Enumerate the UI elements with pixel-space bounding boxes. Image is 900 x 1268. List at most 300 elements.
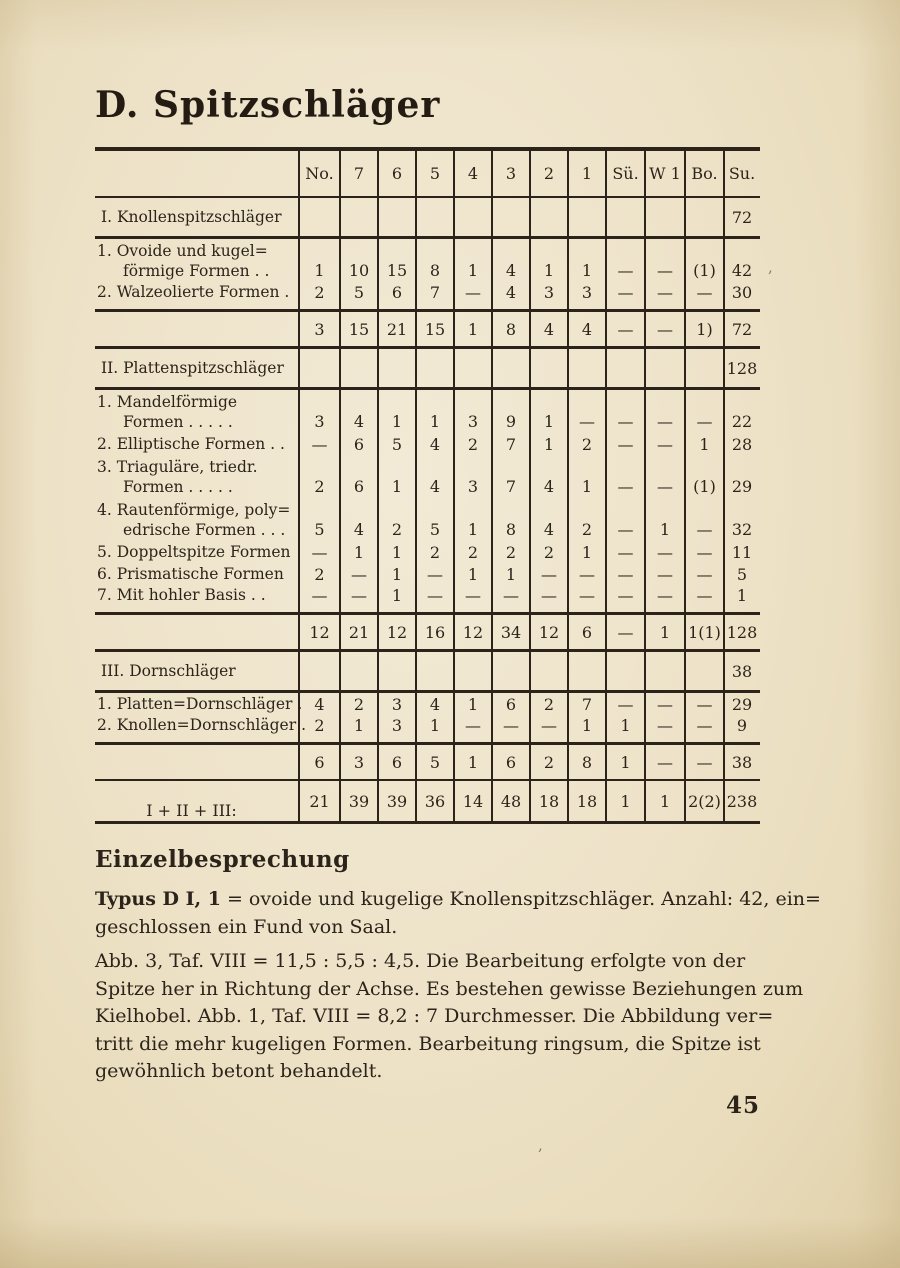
row-label: [95, 745, 298, 779]
table-cell: —: [605, 390, 644, 433]
line-text: gewöhnlich betont behandelt.: [95, 1060, 383, 1082]
table-cell: 5: [415, 151, 453, 196]
table-cell: 1: [377, 455, 415, 498]
table-cell: 128: [723, 349, 759, 387]
table-cell: —: [298, 433, 339, 455]
table-cell: 2: [529, 151, 567, 196]
row-label-line: Formen . . . . .: [123, 413, 233, 431]
row-label: [95, 652, 298, 690]
table-cell: 3: [377, 693, 415, 715]
table-cell: 1: [377, 390, 415, 433]
table-cell: 1: [339, 541, 377, 563]
table-cell: 1: [605, 781, 644, 821]
table-cell: 38: [723, 652, 759, 690]
table-cell: 3: [298, 312, 339, 346]
table-cell: —: [453, 715, 491, 742]
table-cell: 22: [723, 390, 759, 433]
table-cell: [298, 198, 339, 236]
table-cell: 12: [377, 615, 415, 649]
table-cell: 2: [377, 498, 415, 541]
table-cell: —: [605, 615, 644, 649]
table-cell: 18: [567, 781, 605, 821]
table-row: [95, 781, 760, 824]
paragraph-line: [95, 1058, 815, 1086]
row-label: [95, 390, 298, 433]
table-cell: 1: [567, 239, 605, 282]
table-cell: —: [644, 312, 684, 346]
line-text: Spitze her in Richtung der Achse. Es bestehen gewisse Beziehungen zum: [95, 977, 804, 1000]
row-label: [95, 781, 298, 821]
table-cell: 2(2): [684, 781, 723, 821]
table-row: [95, 349, 760, 390]
table-cell: 10: [339, 239, 377, 282]
table-cell: 2: [453, 541, 491, 563]
table-cell: [377, 198, 415, 236]
table-cell: 1: [453, 498, 491, 541]
row-label: [95, 563, 298, 585]
table-row: [95, 282, 760, 312]
table-cell: —: [298, 585, 339, 612]
table-row: [95, 615, 760, 652]
table-row: [95, 312, 760, 349]
row-label-line: 2. Knollen=Dornschläger .: [97, 716, 306, 734]
table-cell: 6: [377, 282, 415, 309]
table-cell: 3: [453, 455, 491, 498]
table-cell: 1: [605, 745, 644, 779]
table-cell: 1: [415, 390, 453, 433]
table-cell: —: [605, 585, 644, 612]
table-cell: 18: [529, 781, 567, 821]
table-cell: —: [684, 541, 723, 563]
table-row: [95, 652, 760, 693]
table-cell: [339, 349, 377, 387]
table-cell: 5: [415, 745, 453, 779]
table-cell: [453, 652, 491, 690]
row-label: [95, 455, 298, 498]
row-label-line: 7. Mit hohler Basis . .: [97, 586, 266, 604]
table-cell: —: [605, 498, 644, 541]
table-row: [95, 563, 760, 585]
table-cell: —: [644, 563, 684, 585]
table-cell: 1: [339, 715, 377, 742]
table-cell: —: [298, 541, 339, 563]
table-cell: W 1: [644, 151, 684, 196]
table-cell: —: [339, 585, 377, 612]
paragraph-line: [95, 886, 821, 914]
table-cell: 4: [567, 312, 605, 346]
table-cell: —: [529, 585, 567, 612]
table-cell: 7: [491, 433, 529, 455]
table-cell: 1: [377, 563, 415, 585]
table-cell: [644, 349, 684, 387]
table-cell: 1: [529, 390, 567, 433]
table-cell: 238: [723, 781, 759, 821]
table-cell: 9: [723, 715, 759, 742]
table-cell: 15: [339, 312, 377, 346]
table-cell: 6: [339, 455, 377, 498]
table-cell: 4: [339, 498, 377, 541]
table-cell: —: [491, 585, 529, 612]
table-cell: 4: [415, 693, 453, 715]
table-row: [95, 498, 760, 541]
table-cell: 39: [377, 781, 415, 821]
table-row: [95, 433, 760, 455]
table-cell: [605, 349, 644, 387]
table-cell: [491, 198, 529, 236]
row-label-line: edrische Formen . . .: [123, 521, 286, 539]
table-cell: 1: [723, 585, 759, 612]
table-cell: [567, 652, 605, 690]
table-cell: 1(1): [684, 615, 723, 649]
table-row: [95, 585, 760, 615]
table-cell: 3: [453, 390, 491, 433]
table-cell: 1: [491, 563, 529, 585]
table-row: [95, 455, 760, 498]
table-cell: 2: [339, 693, 377, 715]
row-label: [95, 615, 298, 649]
table-cell: [684, 349, 723, 387]
paragraph: [95, 886, 821, 941]
table-cell: —: [415, 563, 453, 585]
table-cell: 128: [723, 615, 759, 649]
paragraph: [95, 948, 815, 1086]
table-cell: 2: [453, 433, 491, 455]
table-cell: 2: [415, 541, 453, 563]
table-cell: —: [684, 745, 723, 779]
row-label: [95, 198, 298, 236]
table-cell: 1: [567, 455, 605, 498]
paragraph-line: [95, 976, 815, 1004]
table-cell: —: [684, 585, 723, 612]
table-cell: [567, 198, 605, 236]
table-cell: 38: [723, 745, 759, 779]
table-cell: 2: [298, 282, 339, 309]
table-cell: 7: [339, 151, 377, 196]
table-cell: 2: [529, 541, 567, 563]
row-label: [95, 349, 298, 387]
table-cell: —: [644, 745, 684, 779]
table-cell: 12: [529, 615, 567, 649]
table-cell: 29: [723, 693, 759, 715]
table-row: [95, 390, 760, 433]
table-cell: 1: [529, 239, 567, 282]
table-cell: Sü.: [605, 151, 644, 196]
row-label: [95, 433, 298, 455]
table-cell: 1): [684, 312, 723, 346]
table-cell: 34: [491, 615, 529, 649]
table-cell: —: [339, 563, 377, 585]
row-label-line: 1. Ovoide und kugel=: [97, 242, 268, 260]
table-cell: [453, 198, 491, 236]
table-cell: 7: [567, 693, 605, 715]
table-cell: [298, 652, 339, 690]
table-cell: —: [491, 715, 529, 742]
table-cell: —: [529, 563, 567, 585]
page-title: D. Spitzschläger: [95, 84, 441, 126]
bold-lead-text: Typus D I, 1: [95, 888, 221, 910]
table-cell: 72: [723, 312, 759, 346]
line-text: geschlossen ein Fund von Saal.: [95, 915, 398, 938]
table-cell: 4: [529, 312, 567, 346]
table-cell: 8: [491, 498, 529, 541]
table-cell: [339, 198, 377, 236]
table-cell: 11: [723, 541, 759, 563]
table-cell: 4: [415, 433, 453, 455]
table-cell: 4: [491, 282, 529, 309]
table-cell: —: [605, 563, 644, 585]
table-cell: 15: [415, 312, 453, 346]
table-cell: 5: [339, 282, 377, 309]
table-cell: —: [684, 563, 723, 585]
table-cell: [415, 652, 453, 690]
table-cell: [529, 652, 567, 690]
table-cell: —: [453, 585, 491, 612]
table-cell: 3: [529, 282, 567, 309]
table-cell: 4: [453, 151, 491, 196]
table-cell: —: [644, 390, 684, 433]
line-text: Kielhobel. Abb. 1, Taf. VIII = 8,2 : 7 Durchmesser. Die Abbildung ver=: [95, 1005, 774, 1027]
table-cell: 7: [415, 282, 453, 309]
table-cell: [339, 652, 377, 690]
table-cell: —: [605, 693, 644, 715]
table-cell: 4: [339, 390, 377, 433]
table-cell: —: [605, 239, 644, 282]
table-cell: 6: [567, 615, 605, 649]
body-text: [95, 886, 821, 1093]
table-cell: [377, 652, 415, 690]
row-label-line: III. Dornschläger: [101, 662, 236, 680]
table-cell: —: [644, 585, 684, 612]
row-label-line: 6. Prismatische Formen: [97, 565, 284, 583]
table-cell: 2: [529, 745, 567, 779]
table-cell: 1: [453, 563, 491, 585]
table-cell: 28: [723, 433, 759, 455]
table-cell: 2: [491, 541, 529, 563]
table-cell: [491, 652, 529, 690]
table-cell: 9: [491, 390, 529, 433]
table-cell: 4: [298, 693, 339, 715]
table-cell: 1: [453, 239, 491, 282]
row-label: [95, 715, 306, 742]
table-cell: 1: [298, 239, 339, 282]
print-speck: ,: [768, 258, 773, 276]
table-cell: 1: [644, 781, 684, 821]
table-cell: 21: [339, 615, 377, 649]
table-cell: 6: [298, 745, 339, 779]
row-label: [95, 585, 298, 612]
table-cell: 39: [339, 781, 377, 821]
table-cell: 4: [491, 239, 529, 282]
table-cell: 6: [339, 433, 377, 455]
table-cell: —: [684, 390, 723, 433]
table-cell: 36: [415, 781, 453, 821]
table-cell: 1: [377, 585, 415, 612]
row-label-line: 3. Triaguläre, triedr.: [97, 458, 258, 476]
table-cell: 3: [298, 390, 339, 433]
table-cell: 6: [377, 151, 415, 196]
table-cell: Bo.: [684, 151, 723, 196]
row-label-line: 2. Walzeolierte Formen .: [97, 283, 290, 301]
table-cell: 6: [377, 745, 415, 779]
table-cell: 1: [605, 715, 644, 742]
table-cell: —: [605, 455, 644, 498]
table-row: [95, 198, 760, 239]
table-cell: 1: [377, 541, 415, 563]
table-cell: 8: [567, 745, 605, 779]
row-label: [95, 541, 298, 563]
row-label-line: 1. Platten=Dornschläger .: [97, 695, 303, 713]
table-cell: —: [644, 239, 684, 282]
table-cell: 16: [415, 615, 453, 649]
table-row: [95, 541, 760, 563]
table-cell: —: [529, 715, 567, 742]
table-cell: No.: [298, 151, 339, 196]
table-row: [95, 715, 760, 745]
table-cell: [684, 652, 723, 690]
table-cell: [605, 198, 644, 236]
row-label: [95, 312, 298, 346]
table-cell: —: [644, 455, 684, 498]
row-label-line: 2. Elliptische Formen . .: [97, 435, 285, 453]
table-cell: 6: [491, 693, 529, 715]
spitzschlaeger-table: [95, 147, 760, 824]
table-cell: —: [684, 498, 723, 541]
table-cell: [684, 198, 723, 236]
paragraph-line: [95, 914, 815, 942]
table-cell: 48: [491, 781, 529, 821]
row-label: [95, 693, 303, 715]
print-speck: ,: [538, 1136, 543, 1154]
table-cell: [415, 198, 453, 236]
table-cell: 1: [453, 312, 491, 346]
table-cell: 4: [529, 455, 567, 498]
line-text: = ovoide und kugelige Knollenspitzschläger. Anzahl: 42, ein=: [220, 888, 821, 910]
table-cell: —: [605, 433, 644, 455]
table-cell: [415, 349, 453, 387]
table-cell: 1: [453, 693, 491, 715]
line-text: tritt die mehr kugeligen Formen. Bearbeitung ringsum, die Spitze ist: [95, 1032, 761, 1055]
paragraph-line: [95, 1031, 815, 1059]
table-cell: 21: [298, 781, 339, 821]
row-label-line: förmige Formen . .: [123, 262, 270, 280]
table-cell: —: [453, 282, 491, 309]
section-heading: Einzelbesprechung: [95, 846, 350, 873]
row-label-line: Formen . . . . .: [123, 478, 233, 496]
table-cell: —: [605, 541, 644, 563]
table-cell: (1): [684, 455, 723, 498]
table-cell: 2: [298, 715, 339, 742]
table-cell: [453, 349, 491, 387]
row-label-line: II. Plattenspitzschläger: [101, 359, 284, 377]
paragraph-line: [95, 948, 815, 976]
table-cell: 3: [377, 715, 415, 742]
table-cell: —: [644, 282, 684, 309]
table-cell: 1: [453, 745, 491, 779]
table-cell: (1): [684, 239, 723, 282]
table-cell: 1: [529, 433, 567, 455]
table-cell: 2: [567, 498, 605, 541]
table-cell: 5: [298, 498, 339, 541]
row-label-line: 5. Doppeltspitze Formen: [97, 543, 291, 561]
table-cell: —: [567, 563, 605, 585]
table-cell: —: [605, 312, 644, 346]
line-text: Abb. 3, Taf. VIII = 11,5 : 5,5 : 4,5. Die Bearbeitung erfolgte von der: [95, 950, 746, 972]
table-cell: 8: [491, 312, 529, 346]
table-cell: 2: [298, 563, 339, 585]
table-cell: [644, 652, 684, 690]
table-cell: —: [644, 693, 684, 715]
table-cell: 4: [415, 455, 453, 498]
table-cell: 1: [567, 715, 605, 742]
paragraph-line: [95, 1003, 815, 1031]
table-cell: 29: [723, 455, 759, 498]
row-label-line: 1. Mandelförmige: [97, 393, 238, 411]
table-cell: 30: [723, 282, 759, 309]
table-cell: 2: [298, 455, 339, 498]
table-cell: 32: [723, 498, 759, 541]
table-cell: 12: [298, 615, 339, 649]
row-label: [95, 498, 298, 541]
table-cell: 1: [567, 151, 605, 196]
table-cell: 5: [415, 498, 453, 541]
table-cell: 4: [529, 498, 567, 541]
table-cell: 14: [453, 781, 491, 821]
table-cell: 1: [644, 615, 684, 649]
table-cell: [605, 652, 644, 690]
table-cell: —: [567, 585, 605, 612]
table-cell: —: [415, 585, 453, 612]
table-cell: 1: [644, 498, 684, 541]
table-cell: 2: [567, 433, 605, 455]
row-label-line: I. Knollenspitzschläger: [101, 208, 282, 226]
table-cell: 12: [453, 615, 491, 649]
table-row: [95, 745, 760, 781]
table-cell: [298, 349, 339, 387]
table-cell: [567, 349, 605, 387]
table-cell: —: [605, 282, 644, 309]
table-cell: 2: [529, 693, 567, 715]
table-cell: —: [684, 282, 723, 309]
table-cell: 1: [684, 433, 723, 455]
page-number: 45: [726, 1092, 761, 1119]
table-cell: 3: [567, 282, 605, 309]
row-label-line: I + II + III:: [146, 801, 237, 820]
table-cell: 1: [415, 715, 453, 742]
table-cell: 3: [339, 745, 377, 779]
table-cell: 7: [491, 455, 529, 498]
table-cell: 5: [723, 563, 759, 585]
table-row: [95, 239, 760, 282]
table-cell: [644, 198, 684, 236]
table-cell: —: [644, 715, 684, 742]
table-cell: 1: [567, 541, 605, 563]
table-cell: —: [644, 433, 684, 455]
table-cell: 6: [491, 745, 529, 779]
table-cell: 42: [723, 239, 759, 282]
table-cell: [491, 349, 529, 387]
row-label: [95, 239, 298, 282]
table-cell: 3: [491, 151, 529, 196]
table-row: [95, 693, 760, 715]
table-cell: 21: [377, 312, 415, 346]
table-cell: [529, 198, 567, 236]
table-cell: —: [567, 390, 605, 433]
table-cell: 5: [377, 433, 415, 455]
table-cell: [529, 349, 567, 387]
table-cell: [377, 349, 415, 387]
table-cell: 72: [723, 198, 759, 236]
row-label: [95, 282, 298, 309]
